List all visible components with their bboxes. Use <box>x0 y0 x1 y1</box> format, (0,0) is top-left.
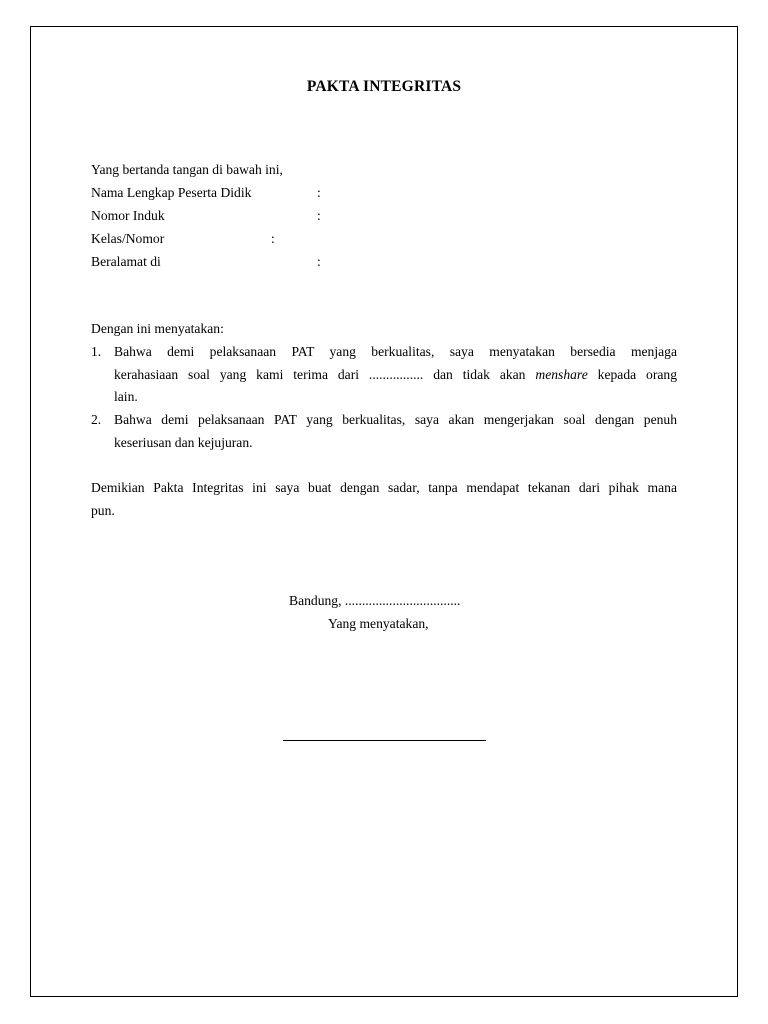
statement-1-line-3: lain. <box>114 389 138 404</box>
intro-text: Yang bertanda tangan di bawah ini, <box>91 162 283 177</box>
place-date: Bandung, .................................. <box>289 593 461 608</box>
statement-number-1: 1. <box>91 344 102 359</box>
closing-line-1: Demikian Pakta Integritas ini saya buat dengan sadar, tanpa mendapat tekanan dari pihak mana <box>91 480 677 495</box>
statement-1-line-2 <box>114 368 677 382</box>
field-colon-student-number: : <box>317 208 321 223</box>
statement-1-italic-word: menshare <box>535 367 588 382</box>
statement-1-line-1: Bahwa demi pelaksanaan PAT yang berkualitas, saya menyatakan bersedia menjaga <box>114 344 677 359</box>
field-label-address: Beralamat di <box>91 254 161 269</box>
field-label-name: Nama Lengkap Peserta Didik <box>91 185 252 200</box>
field-label-class: Kelas/Nomor <box>91 231 165 246</box>
statement-2-line-2: keseriusan dan kejujuran. <box>114 435 253 450</box>
statement-1-line-2-end: kepada orang <box>587 367 677 382</box>
field-colon-address: : <box>317 254 321 269</box>
statement-1-line-2-text: kerahasiaan soal yang kami terima dari ................ dan tidak akan <box>114 367 536 382</box>
field-colon-class: : <box>271 231 275 246</box>
signature-line <box>283 740 486 741</box>
declarant-label: Yang menyatakan, <box>328 616 429 631</box>
field-colon-name: : <box>317 185 321 200</box>
document-title: PAKTA INTEGRITAS <box>306 78 462 95</box>
statement-number-2: 2. <box>91 412 102 427</box>
statement-2-line-1: Bahwa demi pelaksanaan PAT yang berkualitas, saya akan mengerjakan soal dengan penuh <box>114 412 677 427</box>
field-label-student-number: Nomor Induk <box>91 208 165 223</box>
statement-intro: Dengan ini menyatakan: <box>91 321 224 336</box>
closing-line-2: pun. <box>91 503 115 518</box>
